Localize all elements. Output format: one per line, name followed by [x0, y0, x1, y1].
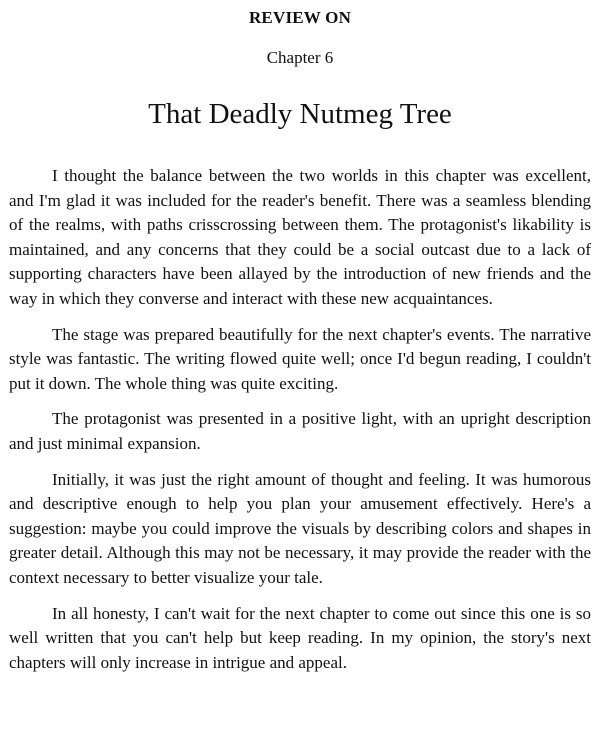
body-paragraph: In all honesty, I can't wait for the next chapter to come out since this one is so well written that you can't help but keep reading. In my opinion, the story's next chapters will only increase in intrigue and appeal. [9, 603, 591, 672]
chapter-number: Chapter 6 [266, 48, 334, 67]
body-paragraph: I thought the balance between the two worlds in this chapter was excellent, and I'm glad it was included for the reader's benefit. There was a seamless blending of the realms, with paths crisscrossing between them. The protagonist's likability is maintained, and any concerns that they could be a social outcast due to a lack of supporting characters have been allayed by the introduction of new friends and the way in which they converse and interact with these new acquaintances. [9, 166, 591, 308]
review-kicker: REVIEW ON [248, 8, 352, 27]
body-paragraph: The stage was prepared beautifully for the next chapter's events. The narrative style was fantastic. The writing flowed quite well; once I'd begun reading, I couldn't put it down. The whole thing was quite exciting. [9, 324, 591, 393]
chapter-title: That Deadly Nutmeg Tree [148, 98, 452, 130]
review-body [9, 164, 591, 675]
body-paragraph: Initially, it was just the right amount of thought and feeling. It was humorous and descriptive enough to help you plan your amusement effectively. Here's a suggestion: maybe you could improve the visuals by describing colors and shapes in greater detail. Although this may not be necessary, it may provide the reader with the context necessary to better visualize your tale. [9, 469, 591, 587]
body-paragraph: The protagonist was presented in a positive light, with an upright description and just minimal expansion. [9, 409, 591, 453]
